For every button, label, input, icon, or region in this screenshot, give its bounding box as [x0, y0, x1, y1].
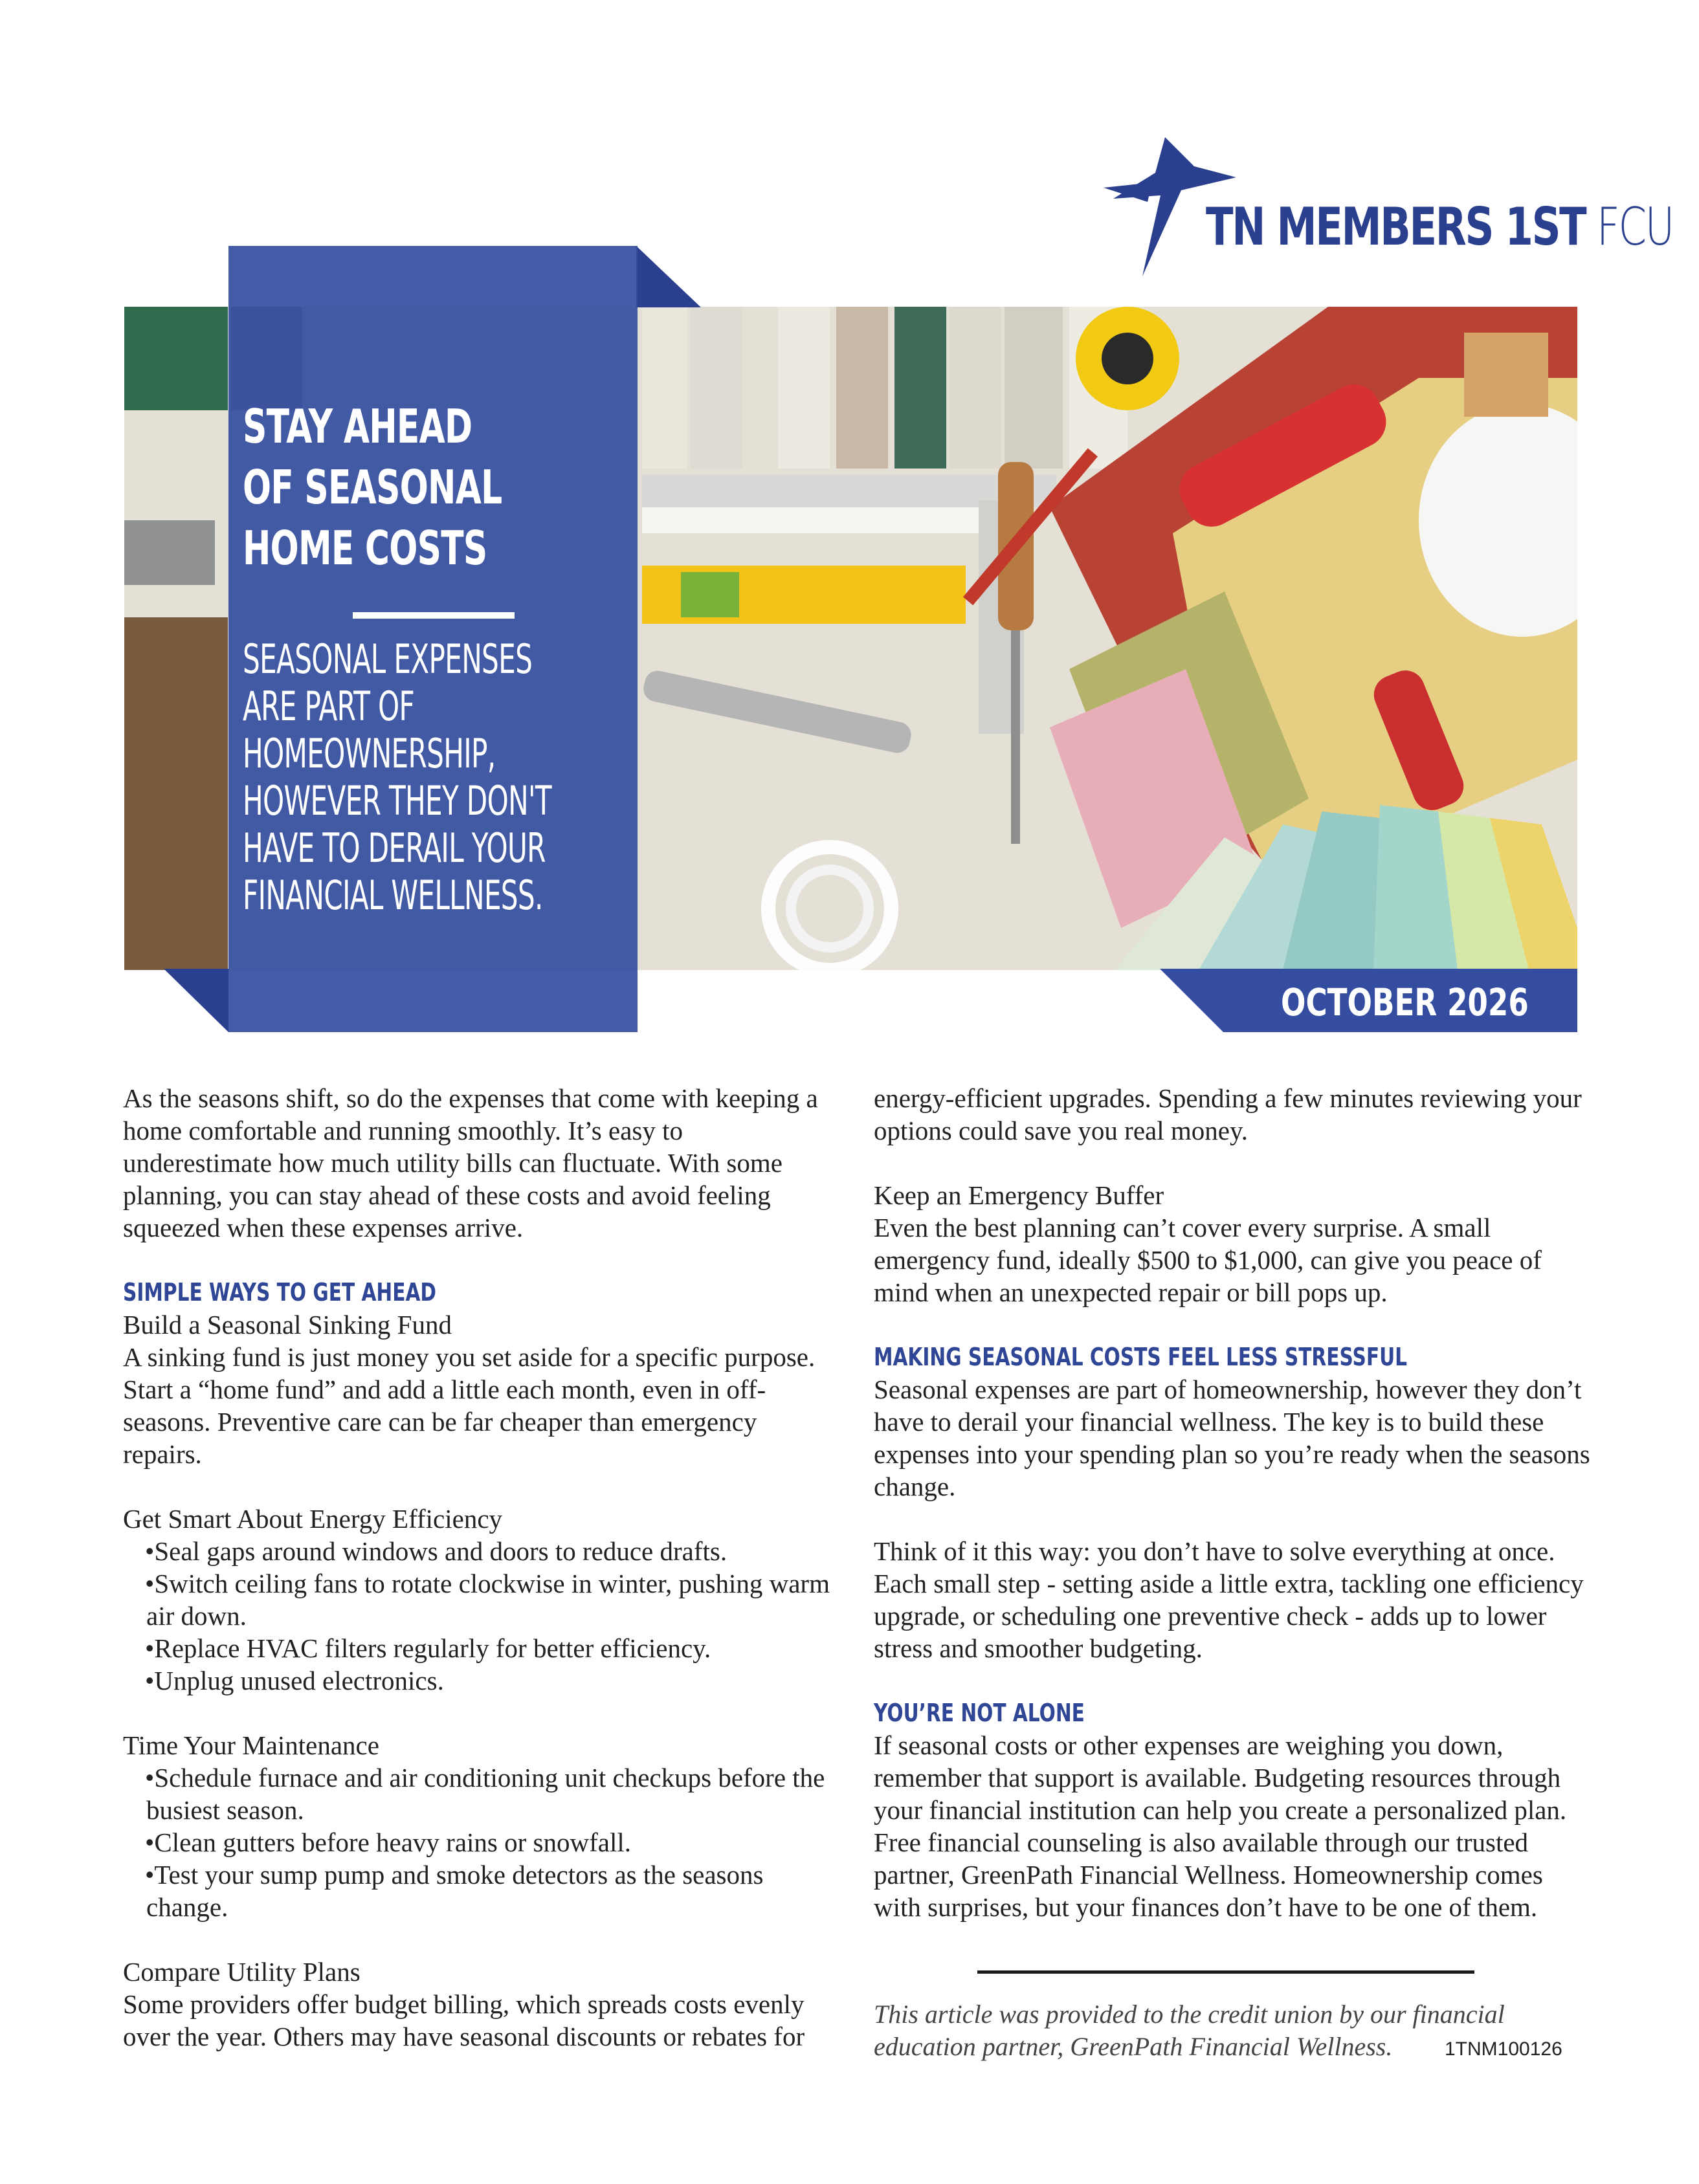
paragraph: Even the best planning can’t cover every surprise. A small emergency fund, ideally $500 to $1,000, can give you peace of mind when an unexpected repair or bill pops up.: [874, 1213, 1542, 1307]
section-heading: YOU’RE NOT ALONE: [874, 1699, 1085, 1727]
paragraph: Think of it this way: you don’t have to solve everything at once. Each small step - setting aside a little extra, tackling one efficiency upgrade, or scheduling one preventive check - adds up to lower stress and smoother budgeting.: [874, 1536, 1584, 1663]
date-band: [1160, 969, 1577, 1032]
brand-logo: [1104, 137, 1674, 280]
banner-fold-top: [636, 246, 701, 307]
subheading: Time Your Maintenance: [123, 1730, 379, 1760]
article-column-right: [874, 1082, 1592, 1923]
footer-divider: [977, 1970, 1474, 1974]
subheading: Keep an Emergency Buffer: [874, 1180, 1164, 1210]
section-heading: MAKING SEASONAL COSTS FEEL LESS STRESSFUL: [874, 1343, 1408, 1371]
banner-fold-bottom: [164, 969, 228, 1032]
subheading: Get Smart About Energy Efficiency: [123, 1504, 503, 1534]
list-item: • Switch ceiling fans to rotate clockwise in winter, pushing warm air down.: [146, 1567, 835, 1632]
bullet-list: [123, 1535, 835, 1697]
list-item: • Clean gutters before heavy rains or snowfall.: [146, 1826, 835, 1859]
list-item: • Unplug unused electronics.: [146, 1664, 835, 1697]
paragraph: Seasonal expenses are part of homeownership, however they don’t have to derail your financial wellness. The key is to build these expenses into your spending plan so you’re ready when the seasons change.: [874, 1374, 1590, 1501]
brand-name: TN MEMBERS 1ST FCU: [1206, 197, 1674, 257]
paragraph: A sinking fund is just money you set aside for a specific purpose. Start a “home fund” and add a little each month, even in off-seasons. Preventive care can be far cheaper than emergency repairs.: [123, 1342, 816, 1469]
section-heading: SIMPLE WAYS TO GET AHEAD: [123, 1278, 437, 1307]
issue-date: OCTOBER 2026: [1281, 980, 1529, 1024]
paragraph: If seasonal costs or other expenses are weighing you down, remember that support is available. Budgeting resources through your financial institution can help you create a personalized plan. Free financial counseling is also available through our trusted partner, GreenPath Financial Wellness. Homeownership comes with surprises, but your finances don’t have to be one of them.: [874, 1730, 1567, 1922]
article-column-left: [123, 1082, 835, 2053]
subheading: Compare Utility Plans: [123, 1957, 361, 1987]
bullet-list: [123, 1761, 835, 1923]
paragraph: Some providers offer budget billing, which spreads costs evenly over the year. Others may have seasonal discounts or rebates for: [123, 1989, 805, 2051]
list-item: • Replace HVAC filters regularly for better efficiency.: [146, 1632, 835, 1664]
list-item: • Schedule furnace and air conditioning unit checkups before the busiest season.: [146, 1761, 835, 1826]
intro-paragraph: As the seasons shift, so do the expenses that come with keeping a home comfortable and running smoothly. It’s easy to underestimate how much utility bills can fluctuate. With some planning, you can stay ahead of these costs and avoid feeling squeezed when these expenses arrive.: [123, 1083, 818, 1242]
article-title: STAY AHEAD OF SEASONAL HOME COSTS: [243, 399, 502, 575]
paragraph: energy-efficient upgrades. Spending a few minutes reviewing your options could save you real money.: [874, 1083, 1582, 1145]
subheading: Build a Seasonal Sinking Fund: [123, 1310, 452, 1340]
list-item: • Test your sump pump and smoke detectors as the seasons change.: [146, 1859, 835, 1923]
list-item: • Seal gaps around windows and doors to reduce drafts.: [146, 1535, 835, 1567]
document-code: 1TNM100126: [1445, 2038, 1562, 2060]
banner-divider: [353, 612, 515, 619]
article-subtitle: SEASONAL EXPENSES ARE PART OF HOMEOWNERSHIP, HOWEVER THEY DON'T HAVE TO DERAIL YOUR FINANCIAL WELLNESS.: [243, 635, 551, 919]
hero-banner: [228, 246, 638, 1032]
credit-note: This article was provided to the credit union by our financial education partner, GreenPath Financial Wellness.: [874, 2000, 1505, 2061]
